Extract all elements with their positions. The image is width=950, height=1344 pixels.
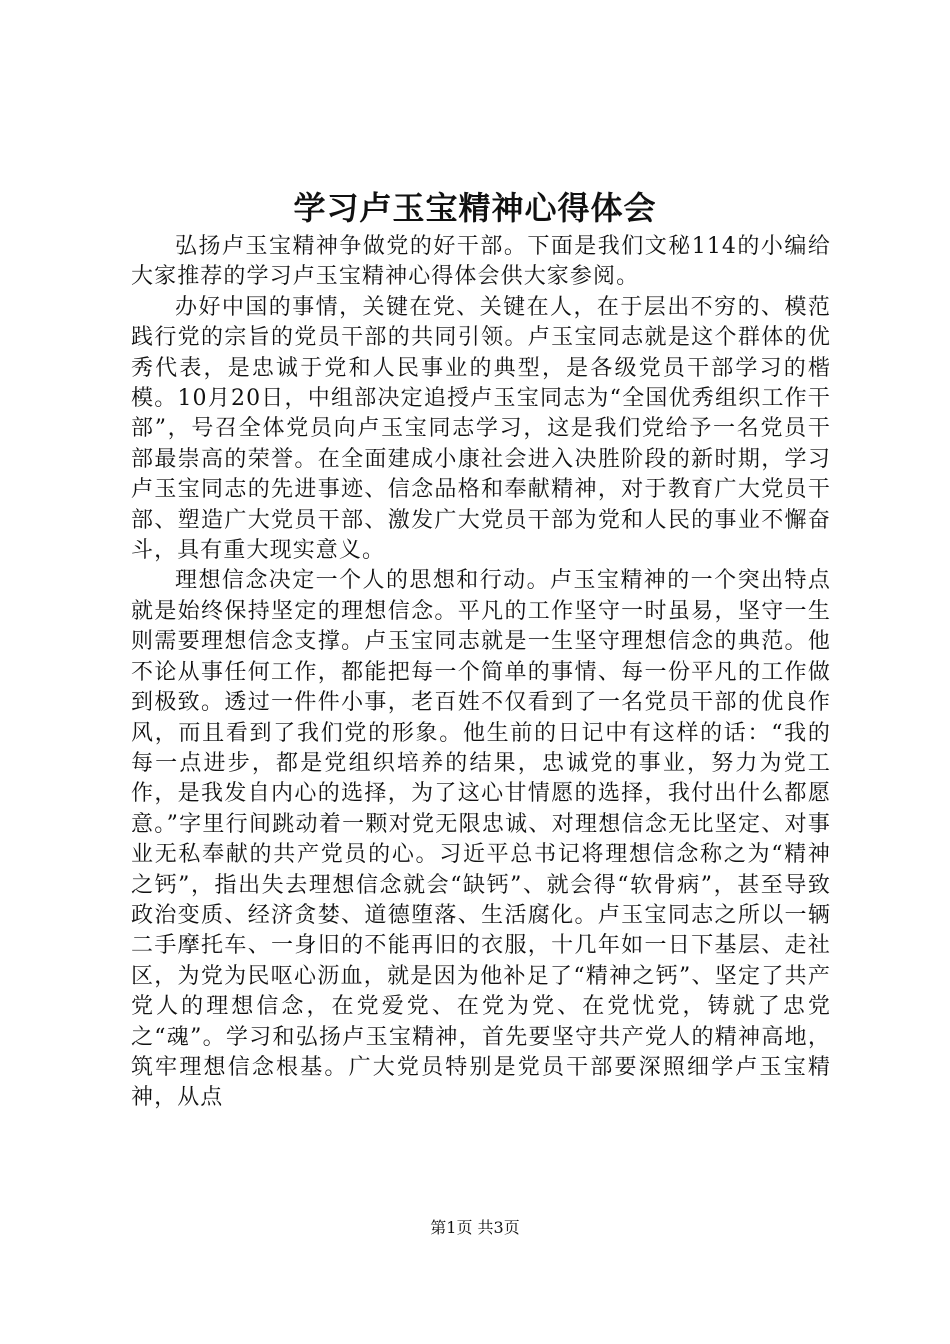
document-body [131,232,831,1114]
paragraph-intro: 弘扬卢玉宝精神争做党的好干部。下面是我们文秘114的小编给大家推荐的学习卢玉宝精神心得体会供大家参阅。 [131,234,831,290]
document-title: 学习卢玉宝精神心得体会 [293,189,657,227]
paragraph-ideals: 理想信念决定一个人的思想和行动。卢玉宝精神的一个突出特点就是始终保持坚定的理想信念。平凡的工作坚守一时虽易，坚守一生则需要理想信念支撑。卢玉宝同志就是一生坚守理想信念的典范。他不论从事任何工作，都能把每一个简单的事情、每一份平凡的工作做到极致。透过一件件小事，老百姓不仅看到了一名党员干部的优良作风，而且看到了我们党的形象。他生前的日记中有这样的话：“我的每一点进步，都是党组织培养的结果，忠诚党的事业，努力为党工作，是我发自内心的选择，为了这心甘情愿的选择，我付出什么都愿意。”字里行间跳动着一颗对党无限忠诚、对理想信念无比坚定、对事业无私奉献的共产党员的心。习近平总书记将理想信念称之为“精神之钙”，指出失去理想信念就会“缺钙”、就会得“软骨病”，甚至导致政治变质、经济贪婪、道德堕落、生活腐化。卢玉宝同志之所以一辆二手摩托车、一身旧的不能再旧的衣服，十几年如一日下基层、走社区，为党为民呕心沥血，就是因为他补足了“精神之钙”、坚定了共产党人的理想信念，在党爱党、在党为党、在党忧党，铸就了忠党之“魂”。学习和弘扬卢玉宝精神，首先要坚守共产党人的精神高地，筑牢理想信念根基。广大党员特别是党员干部要深照细学卢玉宝精神，从点 [131,568,831,1111]
page-footer: 第1页 共3页 [430,1218,520,1237]
paragraph-significance: 办好中国的事情，关键在党、关键在人，在于层出不穷的、模范践行党的宗旨的党员干部的共同引领。卢玉宝同志就是这个群体的优秀代表，是忠诚于党和人民事业的典型，是各级党员干部学习的楷模。10月20日，中组部决定追授卢玉宝同志为“全国优秀组织工作干部”，号召全体党员向卢玉宝同志学习，这是我们党给予一名党员干部最崇高的荣誉。在全面建成小康社会进入决胜阶段的新时期，学习卢玉宝同志的先进事迹、信念品格和奉献精神，对于教育广大党员干部、塑造广大党员干部、激发广大党员干部为党和人民的事业不懈奋斗，具有重大现实意义。 [131,294,831,564]
